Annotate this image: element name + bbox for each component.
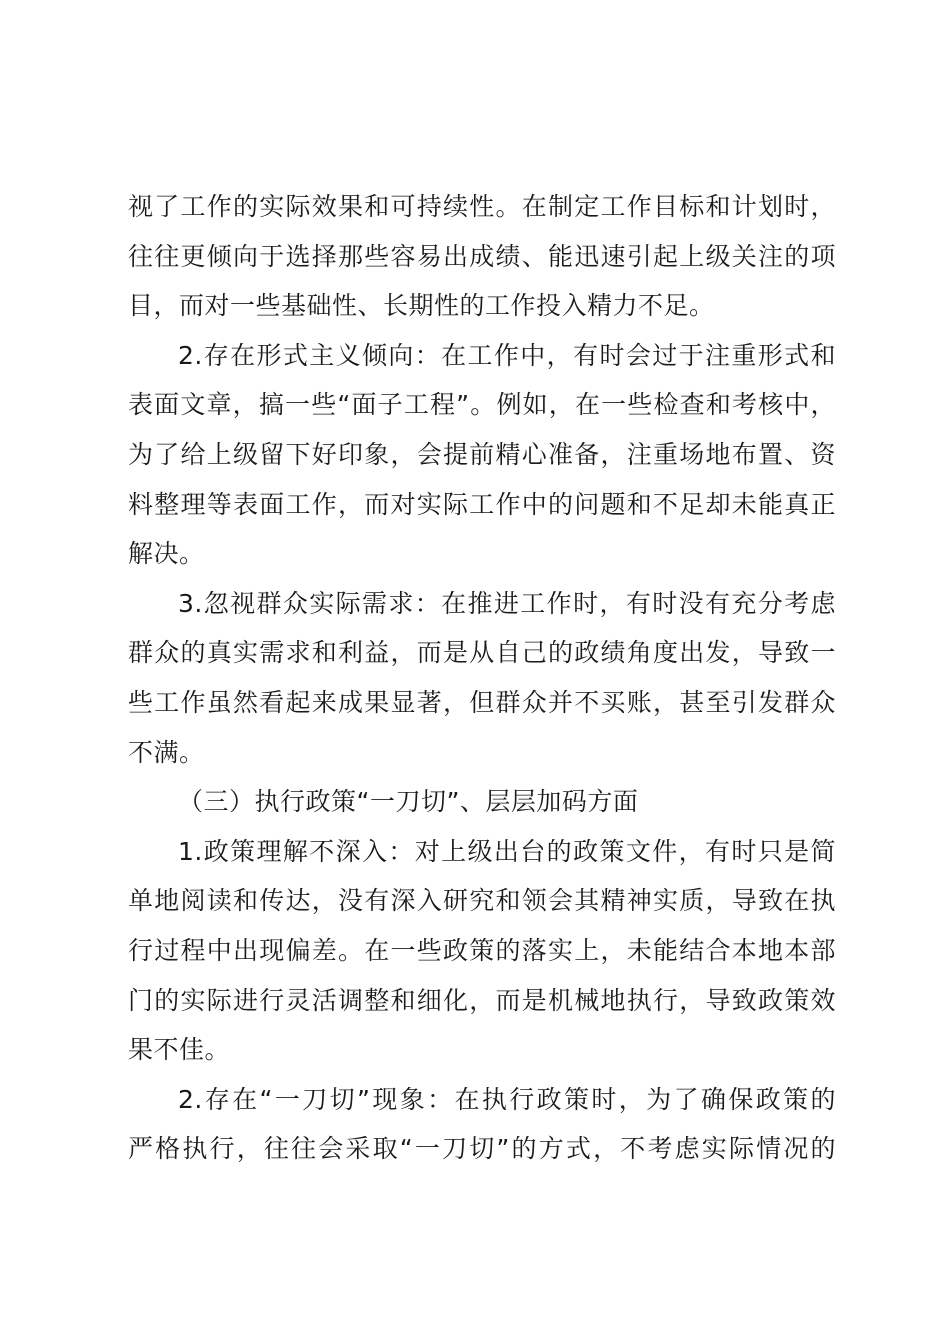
document-body bbox=[128, 182, 836, 1174]
text-line-19: 2.存在“一刀切”现象：在执行政策时，为了确保政策的 bbox=[178, 1084, 836, 1114]
text-line-8: 解决。 bbox=[128, 539, 205, 569]
text-line-3: 目，而对一些基础性、长期性的工作投入精力不足。 bbox=[128, 291, 715, 321]
text-line-18: 果不佳。 bbox=[128, 1035, 231, 1065]
text-line-17: 门的实际进行灵活调整和细化，而是机械地执行，导致政策效 bbox=[128, 985, 836, 1015]
text-line-7: 料整理等表面工作，而对实际工作中的问题和不足却未能真正 bbox=[128, 489, 836, 519]
text-line-14: 1.政策理解不深入：对上级出台的政策文件，有时只是简 bbox=[178, 836, 836, 866]
text-line-11: 些工作虽然看起来成果显著，但群众并不买账，甚至引发群众 bbox=[128, 687, 836, 717]
text-line-5: 表面文章，搞一些“面子工程”。例如，在一些检查和考核中， bbox=[128, 390, 836, 420]
text-line-12: 不满。 bbox=[128, 737, 205, 767]
text-line-9: 3.忽视群众实际需求：在推进工作时，有时没有充分考虑 bbox=[178, 588, 836, 618]
text-line-1: 视了工作的实际效果和可持续性。在制定工作目标和计划时， bbox=[128, 192, 836, 221]
text-line-10: 群众的真实需求和利益，而是从自己的政绩角度出发，导致一 bbox=[128, 638, 836, 668]
section-heading: （三）执行政策“一刀切”、层层加码方面 bbox=[178, 787, 639, 817]
text-line-2: 往往更倾向于选择那些容易出成绩、能迅速引起上级关注的项 bbox=[128, 241, 836, 271]
text-line-4: 2.存在形式主义倾向：在工作中，有时会过于注重形式和 bbox=[178, 340, 836, 370]
text-line-16: 行过程中出现偏差。在一些政策的落实上，未能结合本地本部 bbox=[128, 935, 836, 965]
text-line-6: 为了给上级留下好印象，会提前精心准备，注重场地布置、资 bbox=[128, 439, 836, 469]
text-line-20: 严格执行，往往会采取“一刀切”的方式，不考虑实际情况的 bbox=[128, 1134, 836, 1164]
text-line-15: 单地阅读和传达，没有深入研究和领会其精神实质，导致在执 bbox=[128, 886, 836, 916]
